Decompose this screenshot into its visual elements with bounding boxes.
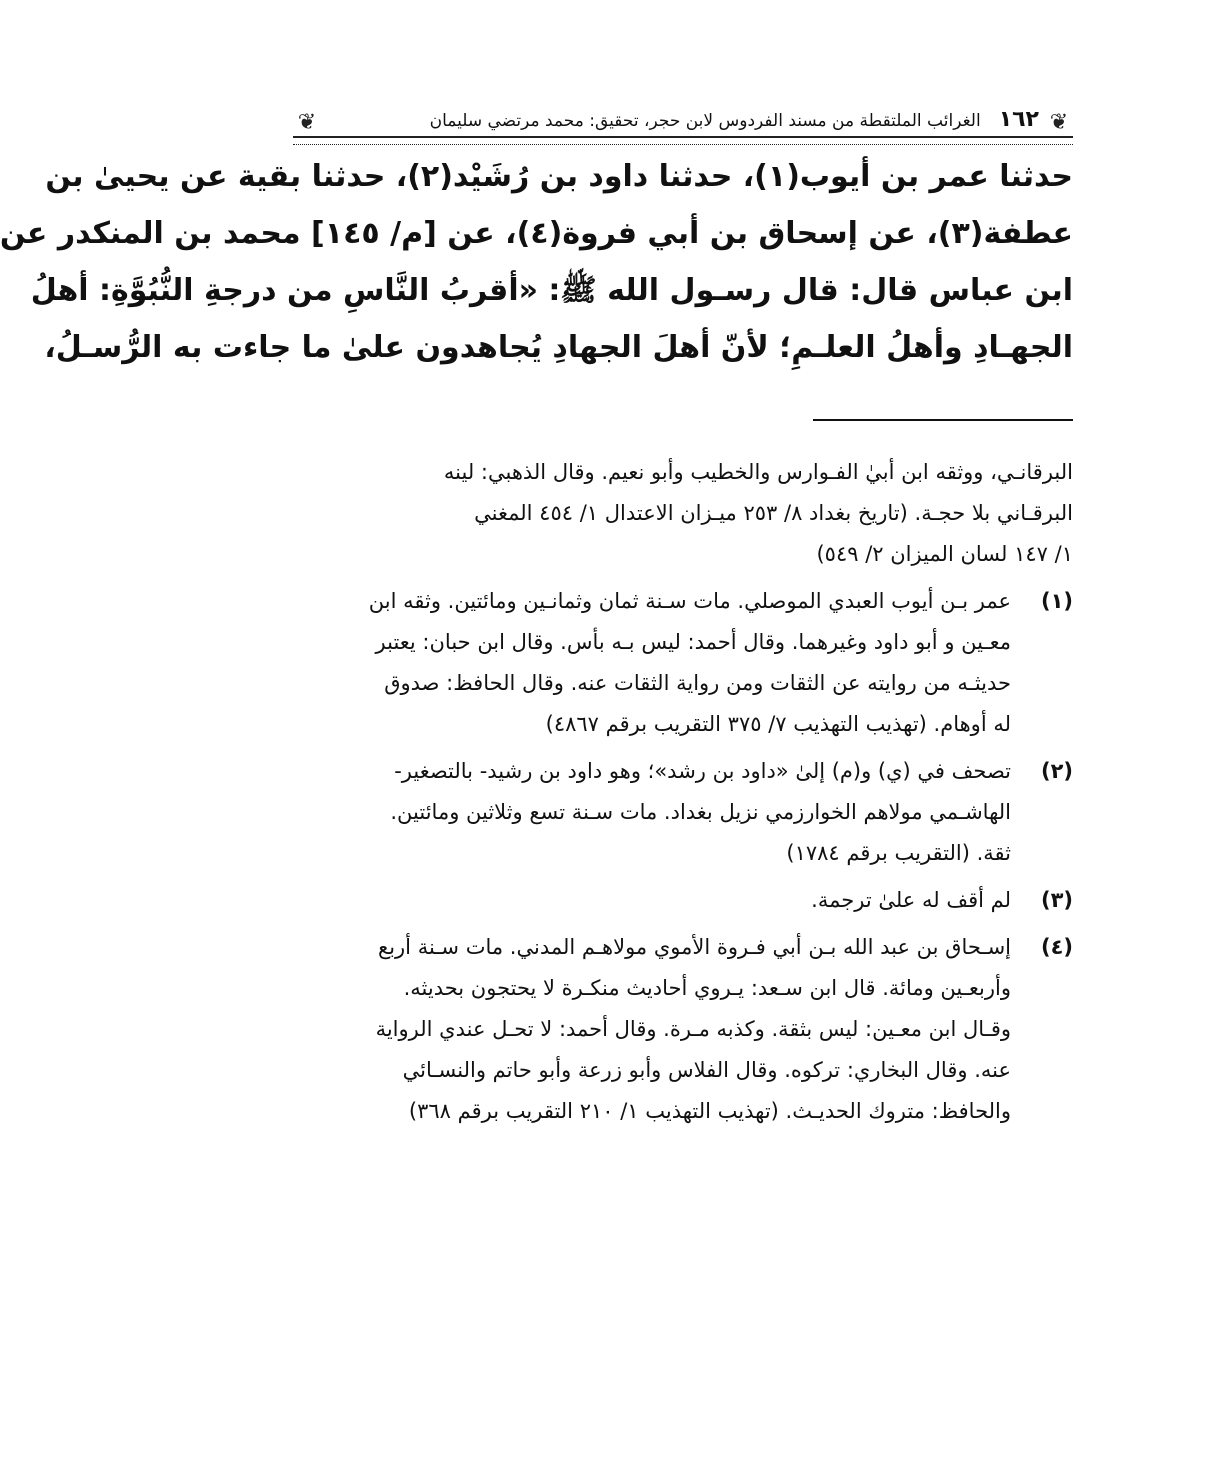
main-text (0, 148, 1073, 376)
footnote-line: تصحف في (ي) و(م) إلىٰ «داود بن رشد»؛ وهو داود بن رشيد- بالتصغير- (394, 759, 1011, 783)
header-ornament-right-icon: ❦ (1049, 110, 1069, 135)
footnote-4 (293, 927, 1073, 1132)
footnote-line: ثقة. (التقريب برقم ١٧٨٤) (786, 841, 1011, 865)
footnote-body (293, 880, 1011, 921)
header-rule (293, 136, 1073, 145)
footnote-line: الهاشـمي مولاهم الخوارزمي نزيل بغداد. مات سـنة تسع وثلاثين ومائتين. (390, 800, 1011, 824)
footnote-line: ١/ ١٤٧ لسان الميزان ٢/ ٥٤٩) (816, 542, 1073, 566)
footnote-number: (١) (1040, 589, 1073, 613)
footnote-line: معـين و أبو داود وغيرهما. وقال أحمد: ليس بـه بأس. وقال ابن حبان: يعتبر (375, 630, 1011, 654)
footnote-body (293, 581, 1011, 745)
footnote-line: وقـال ابن معـين: ليس بثقة. وكذبه مـرة. وقال أحمد: لا تحـل عندي الرواية (375, 1017, 1011, 1041)
footnote-line: إسـحاق بن عبد الله بـن أبي فـروة الأموي مولاهـم المدني. مات سـنة أربع (378, 935, 1011, 959)
footnote-2 (293, 751, 1073, 874)
footnote-line: له أوهام. (تهذيب التهذيب ٧/ ٣٧٥ التقريب برقم ٤٨٦٧) (545, 712, 1011, 736)
main-text-line: الجهـادِ وأهلُ العلـمِ؛ لأنّ أهلَ الجهادِ يُجاهدون علىٰ ما جاءت به الرُّسـلُ، (44, 330, 1073, 365)
footnotes (293, 452, 1073, 1132)
footnote-line: والحافظ: متروك الحديـث. (تهذيب التهذيب ١/ ٢١٠ التقريب برقم ٣٦٨) (408, 1099, 1011, 1123)
header-ornament-left-icon: ❦ (297, 110, 317, 135)
footnote-1 (293, 581, 1073, 745)
footnote-line: البرقـاني بلا حجـة. (تاريخ بغداد ٨/ ٢٥٣ ميـزان الاعتدال ١/ ٤٥٤ المغني (474, 501, 1073, 525)
footnote-line: حديثـه من روايته عن الثقات ومن رواية الثقات عنه. وقال الحافظ: صدوق (384, 671, 1011, 695)
header-title: الغرائب الملتقطة من مسند الفردوس لابن حجر، تحقيق: محمد مرتضي سليمان (429, 111, 981, 131)
footnote-line: البرقانـي، ووثقه ابن أبيٰ الفـوارس والخطيب وأبو نعيم. وقال الذهبي: لينه (443, 460, 1073, 484)
footnote-number: (٤) (1040, 935, 1073, 959)
main-text-line: ابن عباس قال: قال رسـول الله ﷺ: «أقربُ النَّاسِ من درجةِ النُّبُوَّةِ: أهلُ (30, 273, 1073, 308)
footnote-line: لم أقف له علىٰ ترجمة. (811, 888, 1011, 912)
footnote-line: وأربعـين ومائة. قال ابن سـعد: يـروي أحاديث منكـرة لا يحتجون بحديثه. (403, 976, 1011, 1000)
page-number: ١٦٢ (998, 107, 1039, 132)
footnote-number: (٣) (1040, 888, 1073, 912)
footnote-body (293, 751, 1011, 874)
footnote-3 (293, 880, 1073, 921)
running-header (293, 96, 1073, 138)
footnote-body (293, 927, 1011, 1132)
footnote-line: عنه. وقال البخاري: تركوه. وقال الفلاس وأبو زرعة وأبو حاتم والنسـائي (402, 1058, 1011, 1082)
footnote-number: (٢) (1040, 759, 1073, 783)
header-center (321, 108, 1045, 138)
footnote-separator (813, 419, 1073, 421)
footnote-line: عمر بـن أيوب العبدي الموصلي. مات سـنة ثمان وثمانـين ومائتين. وثقه ابن (368, 589, 1011, 613)
main-text-line: حدثنا عمر بن أيوب(١)، حدثنا داود بن رُشَيْد(٢)، حدثنا بقية عن يحيىٰ بن (45, 159, 1073, 194)
footnote-continuation (293, 452, 1073, 575)
main-text-line: عطفة(٣)، عن إسحاق بن أبي فروة(٤)، عن [م/ ١٤٥] محمد بن المنكدر عن (0, 216, 1073, 251)
